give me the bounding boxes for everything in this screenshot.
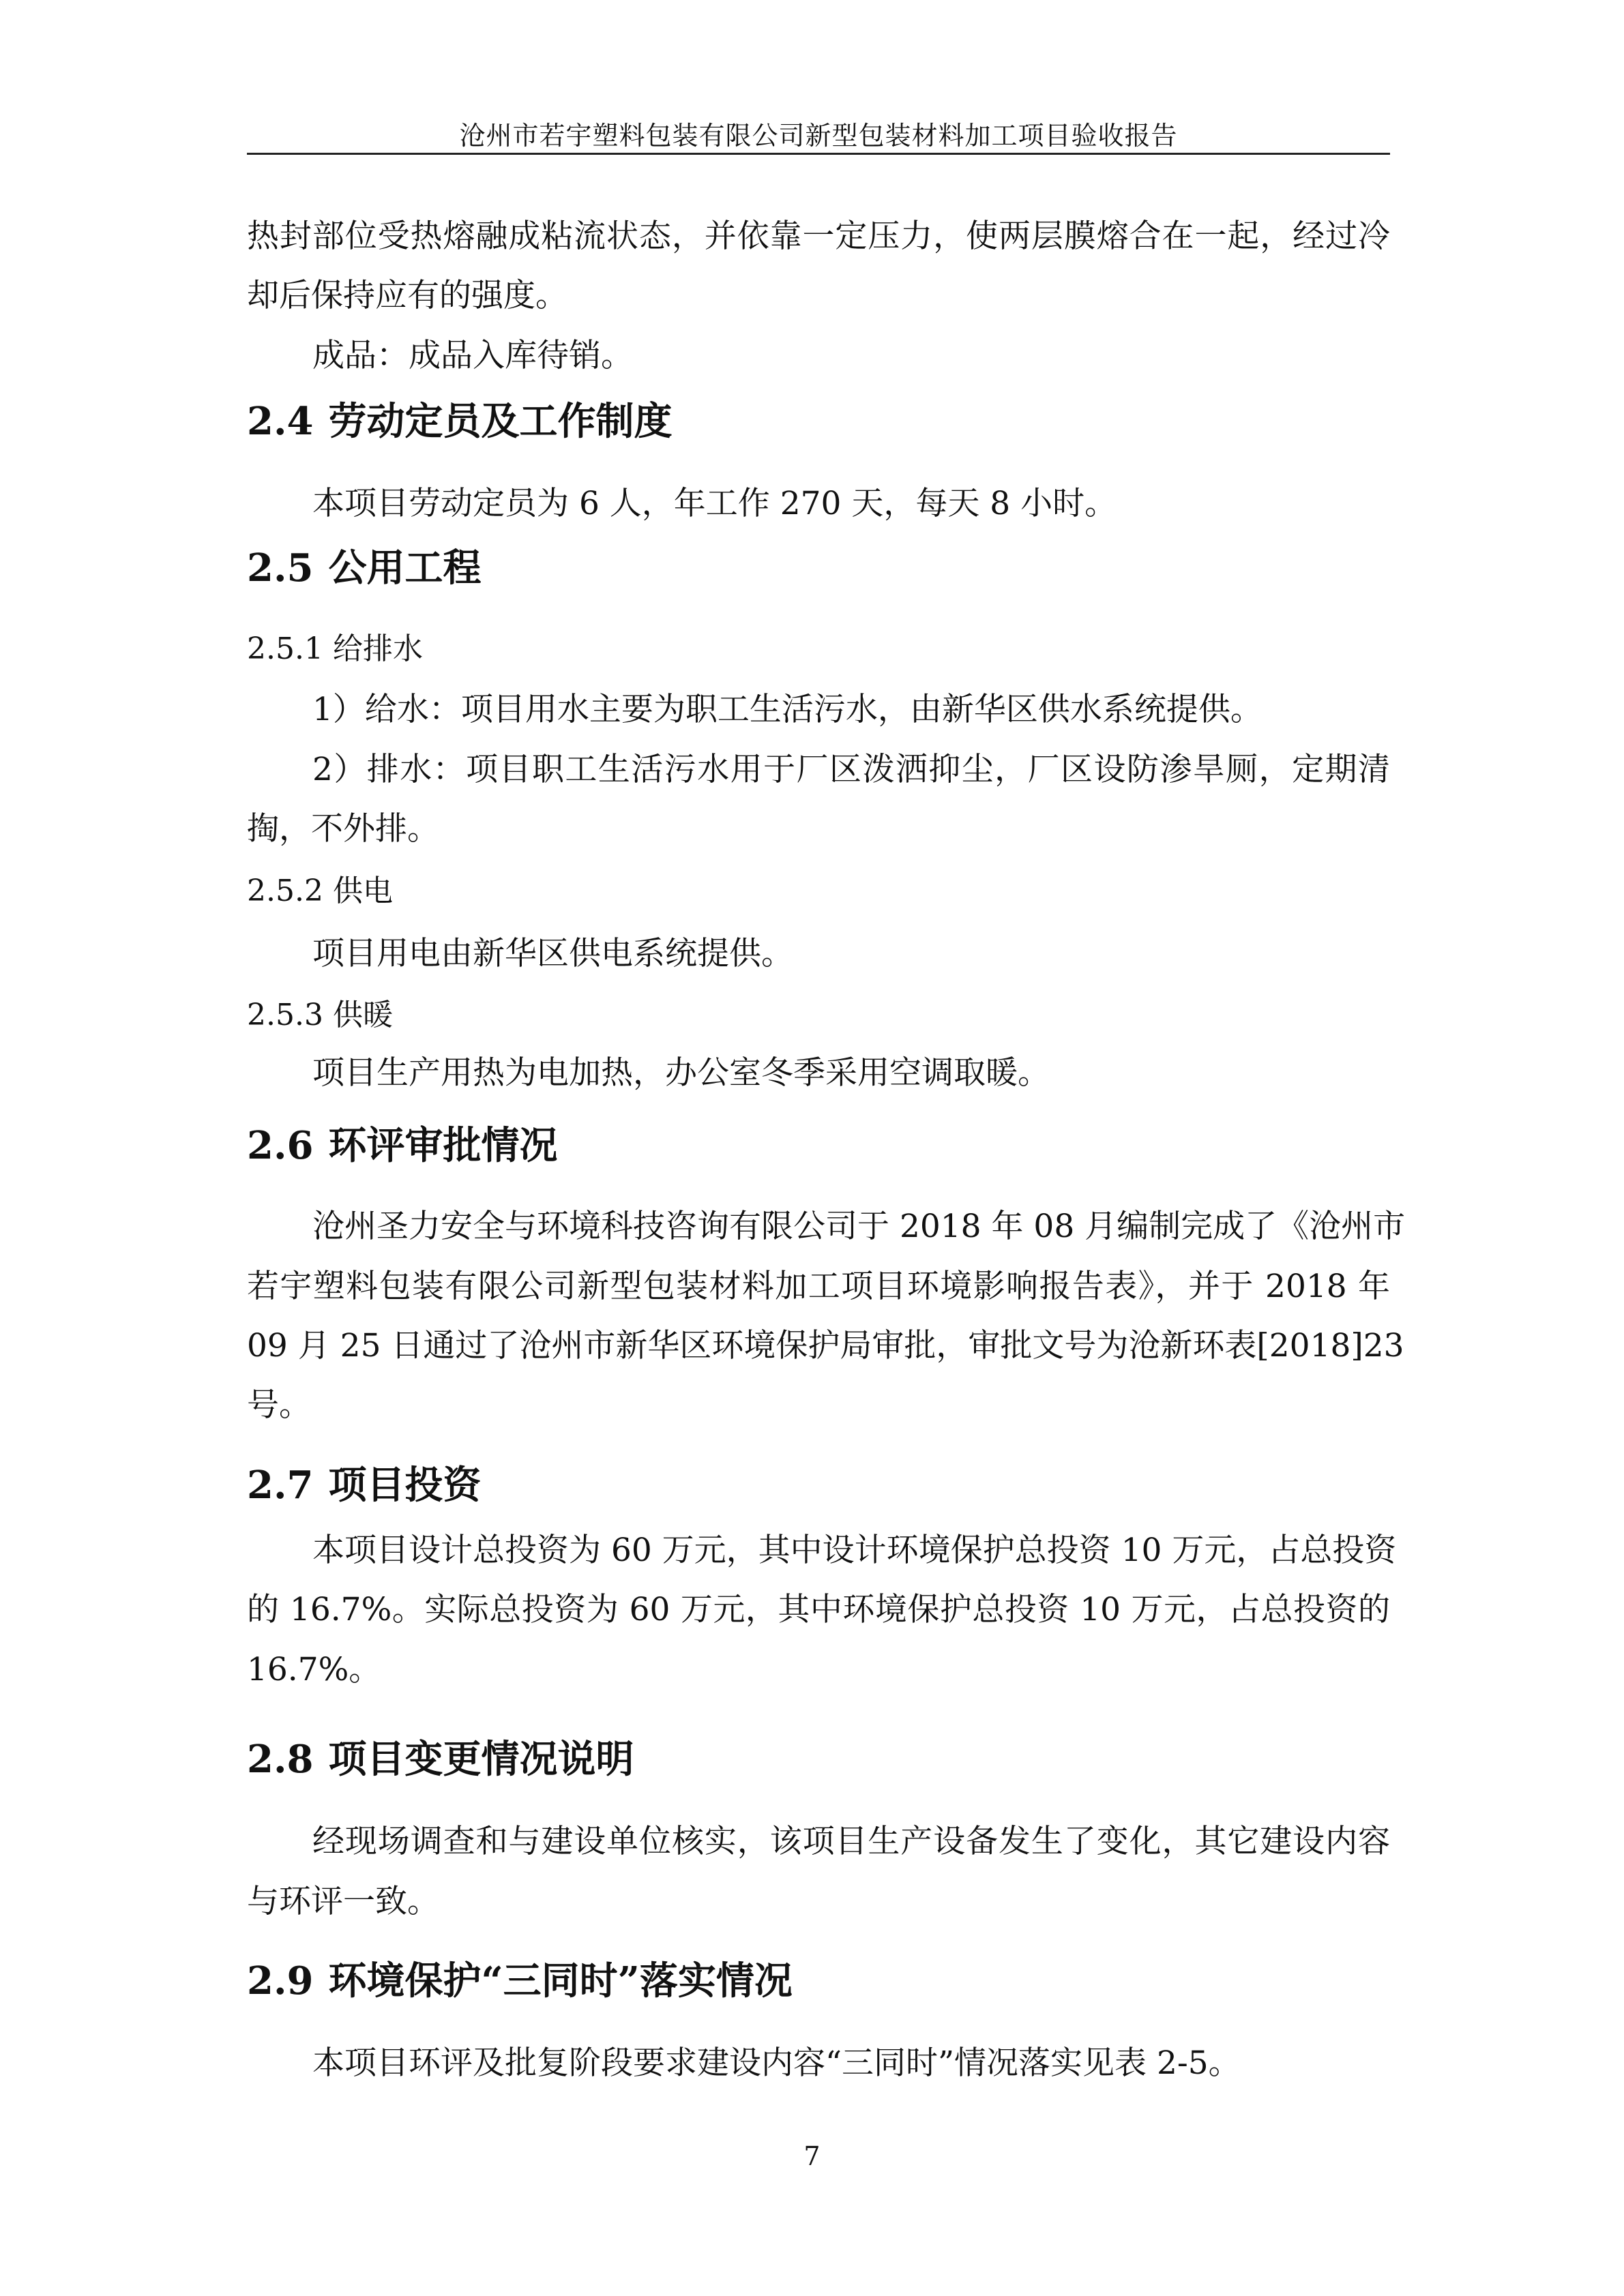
section-heading-2-5 bbox=[247, 546, 481, 591]
section-number: 2.9 bbox=[247, 1958, 314, 2003]
s28-line-1: 经现场调查和与建设单位核实，该项目生产设备发生了变化，其它建设内容 bbox=[312, 1823, 1390, 1860]
section-heading-2-4 bbox=[247, 399, 672, 444]
section-heading-2-8 bbox=[247, 1737, 634, 1782]
subsection-heading-2-5-3: 2.5.3 供暖 bbox=[247, 998, 393, 1032]
section-title: 项目投资 bbox=[328, 1463, 482, 1508]
intro-line-2: 却后保持应有的强度。 bbox=[247, 277, 567, 314]
s253-paragraph: 项目生产用热为电加热，办公室冬季采用空调取暖。 bbox=[312, 1054, 1050, 1092]
s27-line-1: 本项目设计总投资为 60 万元，其中设计环境保护总投资 10 万元，占总投资 bbox=[312, 1532, 1397, 1569]
section-number: 2.4 bbox=[247, 399, 314, 444]
intro-line-1: 热封部位受热熔融成粘流状态，并依靠一定压力，使两层膜熔合在一起，经过冷 bbox=[247, 218, 1390, 255]
s27-line-2: 的 16.7%。实际总投资为 60 万元，其中环境保护总投资 10 万元，占总投资的 bbox=[247, 1591, 1390, 1628]
section-number: 2.8 bbox=[247, 1737, 314, 1782]
section-title: 劳动定员及工作制度 bbox=[328, 399, 673, 444]
section-heading-2-7 bbox=[247, 1463, 481, 1508]
section-title: 环境保护“三同时”落实情况 bbox=[328, 1958, 793, 2003]
running-header: 沧州市若宇塑料包装有限公司新型包装材料加工项目验收报告 bbox=[459, 121, 1178, 151]
s26-line-1: 沧州圣力安全与环境科技咨询有限公司于 2018 年 08 月编制完成了《沧州市 bbox=[312, 1208, 1406, 1245]
s24-paragraph: 本项目劳动定员为 6 人，年工作 270 天，每天 8 小时。 bbox=[312, 485, 1117, 522]
s251-paragraph-2-line-2: 掏，不外排。 bbox=[247, 810, 439, 848]
s27-line-3: 16.7%。 bbox=[247, 1651, 381, 1688]
section-number: 2.5 bbox=[247, 546, 314, 591]
s252-paragraph: 项目用电由新华区供电系统提供。 bbox=[312, 935, 793, 972]
s26-line-2: 若宇塑料包装有限公司新型包装材料加工项目环境影响报告表》，并于 2018 年 bbox=[247, 1268, 1390, 1305]
section-title: 环评审批情况 bbox=[328, 1123, 558, 1168]
section-title: 项目变更情况说明 bbox=[328, 1737, 634, 1782]
subsection-heading-2-5-2: 2.5.2 供电 bbox=[247, 874, 393, 908]
page-number: 7 bbox=[803, 2141, 821, 2171]
intro-line-3: 成品：成品入库待销。 bbox=[312, 337, 633, 374]
section-number: 2.6 bbox=[247, 1123, 314, 1168]
section-number: 2.7 bbox=[247, 1463, 314, 1508]
s26-line-4: 号。 bbox=[247, 1386, 311, 1424]
s29-paragraph: 本项目环评及批复阶段要求建设内容“三同时”情况落实见表 2-5。 bbox=[312, 2044, 1241, 2082]
section-title: 公用工程 bbox=[328, 546, 482, 591]
subsection-heading-2-5-1: 2.5.1 给排水 bbox=[247, 631, 423, 666]
header-rule bbox=[247, 153, 1390, 155]
s28-line-2: 与环评一致。 bbox=[247, 1883, 439, 1920]
section-heading-2-6 bbox=[247, 1123, 557, 1168]
s26-line-3: 09 月 25 日通过了沧州市新华区环境保护局审批，审批文号为沧新环表[2018]23 bbox=[247, 1327, 1404, 1365]
s251-paragraph-1: 1）给水：项目用水主要为职工生活污水，由新华区供水系统提供。 bbox=[312, 691, 1263, 728]
s251-paragraph-2-line-1: 2）排水：项目职工生活污水用于厂区泼洒抑尘，厂区设防渗旱厕，定期清 bbox=[312, 751, 1390, 788]
section-heading-2-9 bbox=[247, 1958, 793, 2003]
